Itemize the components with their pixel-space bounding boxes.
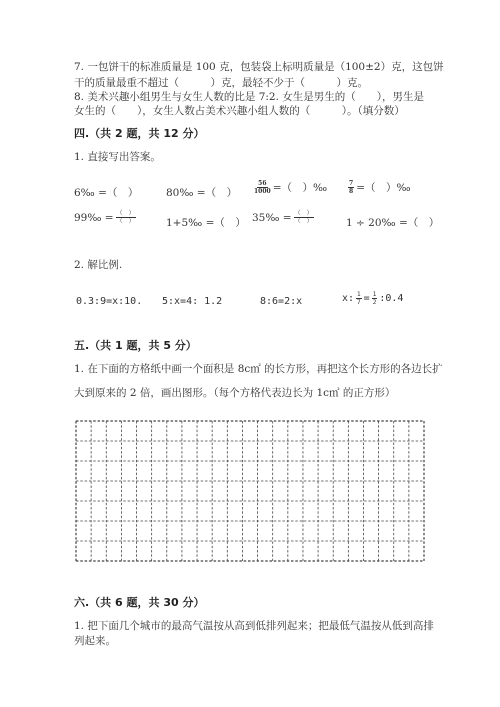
q8-line2: 女生的（ ），女生人数占美术兴趣小组人数的（ ）。（填分数） (74, 105, 405, 117)
answer-7-8: $\frac{7}{8}$ =（ ）‰ (349, 180, 411, 195)
section4-q1: 1. 直接写出答案。 (74, 151, 161, 163)
section4-q2: 2. 解比例. (74, 259, 123, 271)
section5-title: 五.（共 1 题，共 5 分） (74, 339, 197, 352)
proportion-b: 5:x=4: 1.2 (162, 296, 223, 307)
answer-80permille: 80‰ =（ ） (166, 187, 238, 199)
answer-1plus5permille: 1+5‰ =（ ） (166, 217, 246, 229)
section6-title: 六.（共 6 题，共 30 分） (74, 596, 205, 609)
section5-line2: 大到原来的 2 倍，画出图形。（每个方格代表边长为 1c㎡ 的正方形） (74, 387, 396, 399)
proportion-c: 8:6=2:x (260, 296, 303, 307)
q8-line1: 8. 美术兴趣小组男生与女生人数的比是 7:2. 女生是男生的（ ），男生是 (74, 91, 425, 103)
answer-35permille: 35‰ = $\frac{( )}{( )}$ (252, 210, 313, 225)
answer-56-1000: $\frac{56}{1000}$ =（ ）‰ (254, 180, 328, 195)
answer-1div20permille: 1 ÷ 20‰ =（ ） (346, 217, 440, 229)
section5-line1: 1. 在下面的方格纸中画一个面积是 8c㎡ 的长方形，再把这个长方形的各边长扩 (74, 363, 443, 375)
section4-title: 四.（共 2 题，共 12 分） (74, 127, 205, 140)
proportion-a: 0.3:9=x:10. (76, 296, 143, 307)
section6-line1: 1. 把下面几个城市的最高气温按从高到低排列起来；把最低气温按从低到高排 (74, 620, 434, 632)
square-grid-paper[interactable] (75, 420, 425, 562)
section6-line2: 列起来。 (74, 635, 116, 647)
q7-line1: 7. 一包饼干的标准质量是 100 克，包装袋上标明质量是（100±2）克，这包饼 (74, 61, 444, 73)
answer-6permille: 6‰ =（ ） (74, 187, 139, 199)
answer-99permille: 99‰ = $\frac{( )}{( )}$ (74, 210, 135, 225)
proportion-d: x: $\frac{1}{7}$ = $\frac{1}{2}$ :0.4 (342, 291, 404, 306)
q7-line2: 干的质量最重不超过（ ）克，最轻不少于（ ）克。 (74, 77, 368, 89)
